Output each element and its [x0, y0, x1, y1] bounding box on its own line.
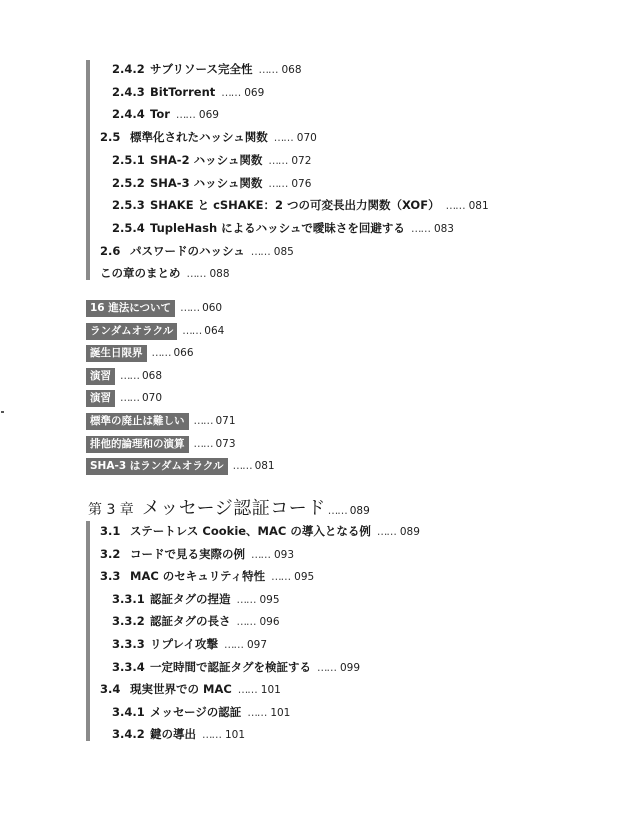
- leader-dots: ……: [251, 548, 270, 561]
- entry-title: Tor: [150, 107, 170, 122]
- entry-title: SHA-2 ハッシュ関数: [150, 152, 263, 167]
- column-title: 演習: [86, 368, 115, 385]
- column-entry: [86, 366, 162, 385]
- toc-entry: [112, 107, 219, 122]
- chapter-heading: [88, 494, 370, 520]
- entry-number: 3.3: [100, 569, 121, 584]
- entry-title: BitTorrent: [150, 84, 216, 99]
- toc-entry: [112, 592, 280, 607]
- leader-dots: ……: [376, 526, 396, 538]
- column-entry: [86, 434, 236, 453]
- page-number: 096: [259, 616, 280, 629]
- section-rule-bottom: [86, 521, 90, 741]
- entry-title: 認証タグの捏造: [150, 591, 231, 606]
- page-number: 070: [296, 132, 317, 145]
- toc-entry: [100, 569, 314, 584]
- entry-number: 3.4: [100, 682, 121, 697]
- entry-title: この章のまとめ: [100, 266, 181, 281]
- page-number: 069: [244, 86, 265, 99]
- leader-dots: ……: [221, 86, 241, 99]
- leader-dots: ……: [193, 437, 213, 450]
- leader-dots: ……: [202, 729, 221, 742]
- entry-number: 3.1: [100, 524, 121, 538]
- entry-title: TupleHash によるハッシュで曖昧さを回避する: [150, 220, 405, 235]
- leader-dots: ……: [317, 661, 336, 674]
- entry-number: 3.3.1: [112, 591, 145, 606]
- leader-dots: ……: [236, 616, 256, 629]
- margin-mark: [1, 411, 4, 413]
- toc-entry: [112, 176, 311, 191]
- entry-title: SHAKE と cSHAKE：2 つの可変長出力関数（XOF）: [150, 198, 440, 213]
- page-number: 085: [273, 245, 294, 258]
- page-number: 073: [215, 437, 236, 450]
- column-entry: [86, 456, 275, 475]
- page-number: 081: [254, 460, 275, 473]
- toc-entry: [100, 266, 230, 281]
- leader-dots: ……: [120, 392, 139, 405]
- toc-entry: [112, 198, 489, 213]
- page-number: 068: [142, 369, 163, 382]
- leader-dots: ……: [193, 415, 213, 427]
- entry-title: SHA-3 ハッシュ関数: [150, 175, 263, 190]
- entry-number: 2.5.2: [112, 175, 145, 190]
- leader-dots: ……: [258, 64, 278, 76]
- leader-dots: ……: [271, 571, 291, 584]
- entry-title: サブリソース完全性: [150, 62, 253, 76]
- entry-number: 3.4.2: [112, 727, 145, 742]
- toc-entry: [112, 637, 267, 652]
- chapter-title: メッセージ認証コード: [141, 498, 326, 519]
- entry-number: 2.5.4: [112, 220, 145, 235]
- toc-entry: [100, 682, 281, 697]
- page-number: 081: [468, 200, 489, 213]
- entry-number: 2.4.4: [112, 107, 145, 122]
- entry-number: 3.3.2: [112, 614, 145, 629]
- column-entry: [86, 321, 224, 340]
- leader-dots: ……: [120, 369, 139, 382]
- entry-title: パスワードのハッシュ: [130, 243, 245, 258]
- page-number: 101: [225, 729, 246, 742]
- page-number: 083: [433, 222, 454, 235]
- toc-entry: [112, 62, 302, 77]
- leader-dots: ……: [182, 324, 202, 337]
- page-number: 066: [173, 347, 194, 360]
- entry-number: 3.3.4: [112, 659, 145, 674]
- entry-title: メッセージの認証: [150, 704, 242, 719]
- page-number: 089: [399, 526, 420, 538]
- leader-dots: ……: [186, 268, 206, 281]
- entry-title: 標準化されたハッシュ関数: [130, 130, 268, 145]
- page-number: 068: [281, 64, 302, 76]
- page-number: 099: [340, 661, 361, 674]
- entry-title: 認証タグの長さ: [150, 614, 231, 629]
- leader-dots: ……: [151, 347, 171, 360]
- page-number: 088: [209, 268, 230, 281]
- entry-number: 2.5.1: [112, 152, 145, 167]
- entry-number: 3.4.1: [112, 704, 145, 719]
- page-number: 093: [274, 548, 295, 561]
- entry-title: リプレイ攻撃: [150, 637, 218, 651]
- column-title: ランダムオラクル: [86, 323, 177, 340]
- page-number: 095: [294, 571, 315, 584]
- entry-number: 2.4.2: [112, 62, 145, 76]
- page-number: 060: [202, 302, 223, 314]
- leader-dots: ……: [327, 505, 347, 517]
- page-number: 101: [270, 706, 291, 719]
- leader-dots: ……: [175, 109, 195, 122]
- toc-entry: [112, 614, 280, 629]
- leader-dots: ……: [250, 245, 270, 258]
- toc-entry: [112, 85, 264, 100]
- page-number: 064: [204, 324, 225, 337]
- entry-title: 一定時間で認証タグを検証する: [150, 659, 311, 674]
- leader-dots: ……: [268, 154, 288, 167]
- page-number: 070: [142, 392, 163, 405]
- page-number: 076: [291, 177, 312, 190]
- toc-entry: [100, 547, 294, 562]
- page-number: 097: [246, 639, 268, 651]
- entry-number: 2.5.3: [112, 198, 145, 213]
- toc-entry: [112, 727, 245, 742]
- page-number: 071: [215, 415, 236, 427]
- page-number: 095: [259, 593, 280, 606]
- page-number: 072: [291, 154, 312, 167]
- entry-number: 2.6: [100, 243, 121, 258]
- column-title: 標準の廃止は難しい: [86, 413, 189, 430]
- column-entry: [86, 411, 236, 430]
- leader-dots: ……: [223, 639, 243, 651]
- page-number: 069: [198, 109, 219, 122]
- entry-number: 3.3.3: [112, 637, 145, 651]
- leader-dots: ……: [273, 132, 293, 145]
- leader-dots: ……: [410, 222, 430, 235]
- toc-entry: [100, 524, 420, 539]
- section-rule-top: [86, 60, 90, 280]
- leader-dots: ……: [236, 593, 256, 606]
- leader-dots: ……: [237, 684, 257, 697]
- column-title: 誕生日限界: [86, 345, 147, 362]
- leader-dots: ……: [247, 706, 267, 719]
- column-entry: [86, 343, 194, 362]
- entry-title: コードで見る実際の例: [130, 546, 245, 561]
- toc-entry: [112, 153, 311, 168]
- entry-title: ステートレス Cookie、MAC の導入となる例: [130, 524, 371, 538]
- toc-entry: [112, 221, 454, 236]
- leader-dots: ……: [232, 460, 252, 473]
- toc-entry: [112, 705, 290, 720]
- chapter-number: 第 3 章: [88, 502, 134, 518]
- column-entry: [86, 388, 162, 407]
- entry-title: MAC のセキュリティ特性: [130, 569, 266, 584]
- entry-title: 鍵の導出: [150, 727, 196, 742]
- page-number: 089: [349, 505, 370, 517]
- toc-entry: [112, 660, 360, 675]
- entry-number: 3.2: [100, 546, 121, 561]
- leader-dots: ……: [268, 177, 288, 190]
- leader-dots: ……: [445, 200, 465, 213]
- toc-entry: [100, 130, 317, 145]
- column-title: 演習: [86, 390, 115, 407]
- column-title: 16 進法について: [86, 300, 175, 317]
- toc-entry: [100, 244, 294, 259]
- column-title: 排他的論理和の演算: [86, 436, 189, 453]
- entry-title: 現実世界での MAC: [130, 682, 232, 697]
- page-number: 101: [260, 684, 281, 697]
- leader-dots: ……: [180, 302, 200, 314]
- column-title: SHA-3 はランダムオラクル: [86, 458, 228, 475]
- entry-number: 2.5: [100, 130, 121, 145]
- entry-number: 2.4.3: [112, 84, 145, 99]
- column-entry: [86, 298, 222, 317]
